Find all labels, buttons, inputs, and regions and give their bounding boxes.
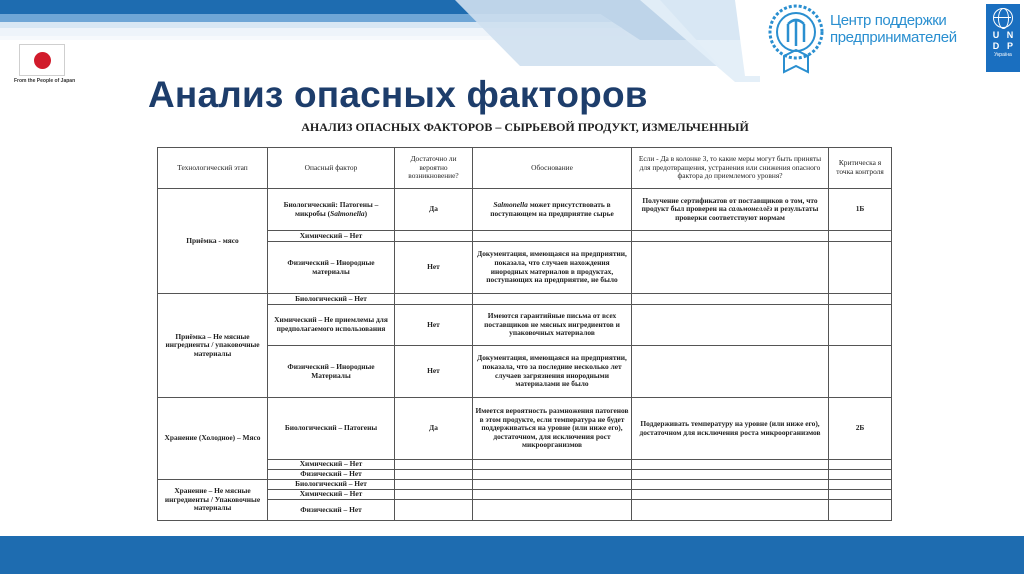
likelihood-cell bbox=[395, 500, 473, 521]
hazard-cell: Физический – Инородные Материалы bbox=[268, 346, 395, 398]
table-row bbox=[158, 305, 892, 346]
logo-text: Центр поддержки предпринимателей bbox=[830, 12, 957, 46]
table-row bbox=[158, 189, 892, 231]
undp-country: Україна bbox=[994, 52, 1012, 58]
stage-cell: Хранение – Не мясные ингредиенты / Упаковочные материалы bbox=[158, 480, 268, 521]
footer-bar bbox=[0, 536, 1024, 574]
table-row bbox=[158, 470, 892, 480]
support-center-logo-icon bbox=[766, 2, 826, 74]
ccp-cell bbox=[829, 460, 892, 470]
ccp-cell bbox=[829, 490, 892, 500]
hazard-cell bbox=[268, 189, 395, 231]
measures-emphasis: сальмонеллёз bbox=[728, 204, 773, 214]
table-row bbox=[158, 242, 892, 294]
column-header: Критическа я точка контроля bbox=[829, 148, 892, 189]
justification-cell bbox=[473, 189, 632, 231]
justification-cell: Документация, имеющаяся на предприятии, показала, что случаев нахождения инородных материалов в продуктах, поступающих на предприятие, не было bbox=[473, 242, 632, 294]
likelihood-cell bbox=[395, 470, 473, 480]
ccp-cell bbox=[829, 305, 892, 346]
likelihood-cell: Да bbox=[395, 189, 473, 231]
ccp-cell bbox=[829, 346, 892, 398]
ccp-cell: 2Б bbox=[829, 398, 892, 460]
justification-cell bbox=[473, 460, 632, 470]
justification-emphasis: Salmonella bbox=[493, 199, 528, 209]
justification-cell bbox=[473, 231, 632, 242]
measures-cell bbox=[632, 460, 829, 470]
ccp-cell bbox=[829, 480, 892, 490]
measures-cell bbox=[632, 305, 829, 346]
justification-cell: Документация, имеющаяся на предприятии, показала, что за последние несколько лет случаев загрязнения инородными материалами не было bbox=[473, 346, 632, 398]
measures-cell bbox=[632, 480, 829, 490]
table-row bbox=[158, 490, 892, 500]
undp-letter: P bbox=[1006, 41, 1013, 51]
hazard-emphasis: Salmonella bbox=[330, 208, 365, 218]
likelihood-cell: Нет bbox=[395, 346, 473, 398]
justification-cell bbox=[473, 490, 632, 500]
hazard-text: ) bbox=[364, 208, 368, 218]
table-header-row bbox=[158, 148, 892, 189]
likelihood-cell bbox=[395, 490, 473, 500]
hazard-cell: Физический – Инородные материалы bbox=[268, 242, 395, 294]
document-title: АНАЛИЗ ОПАСНЫХ ФАКТОРОВ – СЫРЬЕВОЙ ПРОДУКТ, ИЗМЕЛЬЧЕННЫЙ bbox=[301, 120, 749, 134]
measures-cell: Поддерживать температуру на уровне (или ниже его), достаточном для исключения роста микроорганизмов bbox=[632, 398, 829, 460]
ccp-cell bbox=[829, 231, 892, 242]
stage-cell: Приёмка – Не мясные ингредиенты / упаковочные материалы bbox=[158, 294, 268, 398]
measures-cell bbox=[632, 294, 829, 305]
table-row bbox=[158, 346, 892, 398]
hazard-cell: Биологический – Нет bbox=[268, 480, 395, 490]
measures-cell bbox=[632, 490, 829, 500]
table-row bbox=[158, 398, 892, 460]
justification-cell: Имеются гарантийные письма от всех поставщиков не мясных ингредиентов и упаковочных материалов bbox=[473, 305, 632, 346]
column-header: Технологический этап bbox=[158, 148, 268, 189]
column-header: Достаточно ли вероятно возникновение? bbox=[395, 148, 473, 189]
hazard-cell: Химический – Нет bbox=[268, 490, 395, 500]
un-globe-icon bbox=[993, 8, 1013, 28]
hazard-cell: Биологический – Нет bbox=[268, 294, 395, 305]
ccp-cell bbox=[829, 242, 892, 294]
measures-cell bbox=[632, 500, 829, 521]
measures-cell bbox=[632, 242, 829, 294]
stage-cell: Приёмка - мясо bbox=[158, 189, 268, 294]
table-row bbox=[158, 231, 892, 242]
likelihood-cell bbox=[395, 480, 473, 490]
likelihood-cell bbox=[395, 231, 473, 242]
justification-text: может присутствовать в поступающем на предприятие сырье bbox=[490, 199, 614, 218]
likelihood-cell bbox=[395, 294, 473, 305]
undp-letter: D bbox=[992, 41, 1000, 51]
measures-cell bbox=[632, 189, 829, 231]
table-row bbox=[158, 500, 892, 521]
undp-letter: N bbox=[1006, 30, 1014, 40]
column-header: Обоснование bbox=[473, 148, 632, 189]
column-header: Опасный фактор bbox=[268, 148, 395, 189]
ccp-cell: 1Б bbox=[829, 189, 892, 231]
table-row bbox=[158, 294, 892, 305]
hazard-cell: Химический – Нет bbox=[268, 231, 395, 242]
likelihood-cell bbox=[395, 460, 473, 470]
stage-cell: Хранение (Холодное) – Мясо bbox=[158, 398, 268, 480]
ccp-cell bbox=[829, 500, 892, 521]
hazard-cell: Биологический – Патогены bbox=[268, 398, 395, 460]
measures-cell bbox=[632, 346, 829, 398]
slide-title: Анализ опасных факторов bbox=[148, 74, 648, 115]
likelihood-cell: Да bbox=[395, 398, 473, 460]
undp-logo bbox=[986, 4, 1020, 72]
justification-cell bbox=[473, 500, 632, 521]
japan-flag-icon bbox=[19, 44, 65, 76]
undp-letter: U bbox=[992, 30, 1000, 40]
likelihood-cell: Нет bbox=[395, 305, 473, 346]
measures-cell bbox=[632, 470, 829, 480]
flag-caption: From the People of Japan bbox=[14, 78, 76, 84]
ccp-cell bbox=[829, 470, 892, 480]
likelihood-cell: Нет bbox=[395, 242, 473, 294]
hazard-analysis-table bbox=[157, 147, 892, 521]
hazard-cell: Физический – Нет bbox=[268, 500, 395, 521]
hazard-cell: Физический – Нет bbox=[268, 470, 395, 480]
measures-cell bbox=[632, 231, 829, 242]
measures-text: и результаты проверки соответствуют нормам bbox=[675, 204, 819, 222]
measures-text: Получение сертификатов от поставщиков о том, что продукт был проверен на bbox=[641, 195, 818, 214]
justification-cell bbox=[473, 294, 632, 305]
hazard-cell: Химический – Не приемлемы для предполагаемого использования bbox=[268, 305, 395, 346]
justification-cell bbox=[473, 480, 632, 490]
table-row bbox=[158, 460, 892, 470]
justification-cell bbox=[473, 470, 632, 480]
hazard-cell: Химический – Нет bbox=[268, 460, 395, 470]
ccp-cell bbox=[829, 294, 892, 305]
column-header: Если - Да в колонке 3, то какие меры могут быть приняты для предотвращения, устранения или снижения опасного фактора до приемлемого уровня? bbox=[632, 148, 829, 189]
table-row bbox=[158, 480, 892, 490]
hazard-text: Биологический: Патогены – микробы ( bbox=[283, 199, 379, 218]
justification-cell: Имеется вероятность размножения патогенов в этом продукте, если температура не будет поддерживаться на уровне (или ниже его), достаточном, для исключения рост микроорганизмов bbox=[473, 398, 632, 460]
